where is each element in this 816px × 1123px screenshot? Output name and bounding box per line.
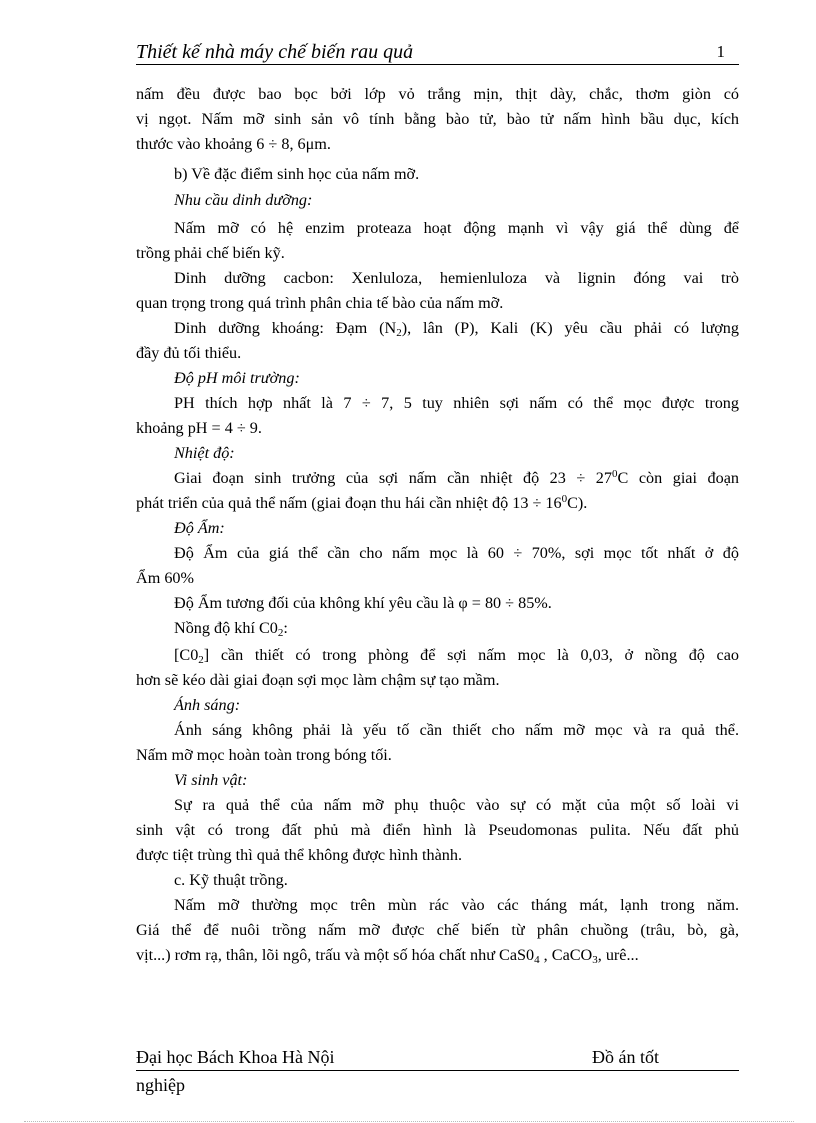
footer-continuation: nghiệp — [136, 1075, 185, 1095]
text-line — [136, 466, 739, 490]
topic-heading: Nhiệt độ: — [174, 444, 235, 462]
text-line — [136, 643, 739, 667]
subscript: 4 — [534, 954, 540, 966]
text-line: đầy đủ tối thiểu. — [136, 344, 242, 362]
subscript: 2 — [396, 327, 402, 339]
text-segment: , urê... — [597, 946, 639, 964]
subscript: 3 — [592, 954, 598, 966]
text-line: vị ngọt. Nấm mỡ sinh sản vô tính bằng bào tử, bào tử nấm hình bầu dục, kích — [136, 110, 739, 128]
text-segment: ), lân (P), Kali (K) yêu cầu phải có lượng — [401, 319, 739, 337]
text-line: sinh vật có trong đất phủ mà điển hình là Pseudomonas pulita. Nếu đất phủ — [136, 821, 739, 839]
text-line: được tiệt trùng thì quả thể không được hình thành. — [136, 846, 462, 864]
text-segment: vịt...) rơm rạ, thân, lõi ngô, trấu và một số hóa chất như CaS0 — [136, 946, 535, 964]
text-line — [136, 316, 739, 340]
superscript: 0 — [561, 493, 568, 505]
text-segment: Dinh dưỡng khoáng: Đạm (N — [174, 319, 397, 337]
text-line — [136, 943, 739, 967]
superscript: 0 — [612, 468, 618, 480]
text-segment: C). — [567, 494, 588, 512]
text-line: Độ Ẩm tương đối của không khí yêu cầu là φ = 80 ÷ 85%. — [174, 594, 552, 612]
subsection-heading: c. Kỹ thuật trồng. — [174, 871, 288, 889]
text-line: hơn sẽ kéo dài giai đoạn sợi mọc làm chậm sự tạo mầm. — [136, 671, 500, 689]
text-line: PH thích hợp nhất là 7 ÷ 7, 5 tuy nhiên sợi nấm có thể mọc được trong — [174, 394, 739, 412]
text-segment: ] cần thiết có trong phòng để sợi nấm mọc là 0,03, ở nồng độ cao — [203, 646, 739, 664]
text-segment: Giai đoạn sinh trưởng của sợi nấm cần nhiệt độ 23 ÷ 27 — [174, 469, 612, 487]
text-line: Độ Ẩm của giá thể cần cho nấm mọc là 60 ÷ 70%, sợi mọc tốt nhất ở độ — [174, 544, 739, 562]
page-number: 1 — [716, 42, 725, 61]
topic-heading: Nhu cầu dinh dưỡng: — [174, 191, 313, 209]
text-segment: C còn giai đoạn — [617, 469, 739, 487]
text-segment: [C0 — [174, 646, 199, 664]
page-separator — [24, 1121, 794, 1122]
text-line: Ánh sáng không phải là yếu tố cần thiết cho nấm mỡ mọc và ra quả thể. — [174, 721, 739, 739]
subscript: 2 — [277, 627, 284, 639]
text-line: quan trọng trong quá trình phân chia tế bào của nấm mỡ. — [136, 294, 504, 312]
text-line: khoảng pH = 4 ÷ 9. — [136, 419, 262, 437]
page-footer — [136, 1044, 739, 1097]
subscript: 2 — [198, 654, 204, 666]
text-line: Nấm mỡ mọc hoàn toàn trong bóng tối. — [136, 746, 392, 764]
text-line — [136, 491, 739, 515]
text-line: trồng phải chế biến kỹ. — [136, 244, 285, 262]
subsection-heading: b) Về đặc điểm sinh học của nấm mỡ. — [174, 165, 420, 183]
text-line: Ẩm 60% — [136, 569, 194, 587]
text-segment: , CaCO — [539, 946, 593, 964]
topic-heading — [136, 616, 739, 640]
header-title: Thiết kế nhà máy chế biến rau quả — [136, 41, 414, 63]
text-line: thước vào khoảng 6 ÷ 8, 6μm. — [136, 135, 331, 153]
text-line: Giá thể để nuôi trồng nấm mỡ được chế biến từ phân chuồng (trâu, bò, gà, — [136, 921, 739, 939]
text-line: Nấm mỡ thường mọc trên mùn rác vào các tháng mát, lạnh trong năm. — [174, 896, 739, 914]
page-header — [136, 40, 739, 65]
text-segment: phát triển của quả thể nấm (giai đoạn thu hái cần nhiệt độ 13 ÷ 16 — [136, 494, 562, 512]
topic-heading: Ánh sáng: — [174, 696, 241, 714]
topic-heading: Vi sinh vật: — [174, 771, 248, 789]
text-line: Sự ra quả thể của nấm mỡ phụ thuộc vào sự có mặt của một số loài vi — [174, 796, 739, 814]
footer-project: Đồ án tốt — [592, 1047, 659, 1067]
text-line: Nấm mỡ có hệ enzim proteaza hoạt động mạnh vì vậy giá thể dùng để — [174, 219, 739, 237]
text-segment: : — [283, 619, 288, 637]
text-line: nấm đều được bao bọc bởi lớp vỏ trắng mịn, thịt dày, chắc, thơm giòn có — [136, 85, 739, 103]
topic-heading: Độ pH môi trường: — [174, 369, 300, 387]
topic-heading: Độ Ẩm: — [174, 519, 225, 537]
text-line: Dinh dưỡng cacbon: Xenluloza, hemienluloza và lignin đóng vai trò — [174, 269, 739, 287]
footer-university: Đại học Bách Khoa Hà Nội — [136, 1047, 335, 1067]
text-segment: Nồng độ khí C0 — [174, 619, 278, 637]
